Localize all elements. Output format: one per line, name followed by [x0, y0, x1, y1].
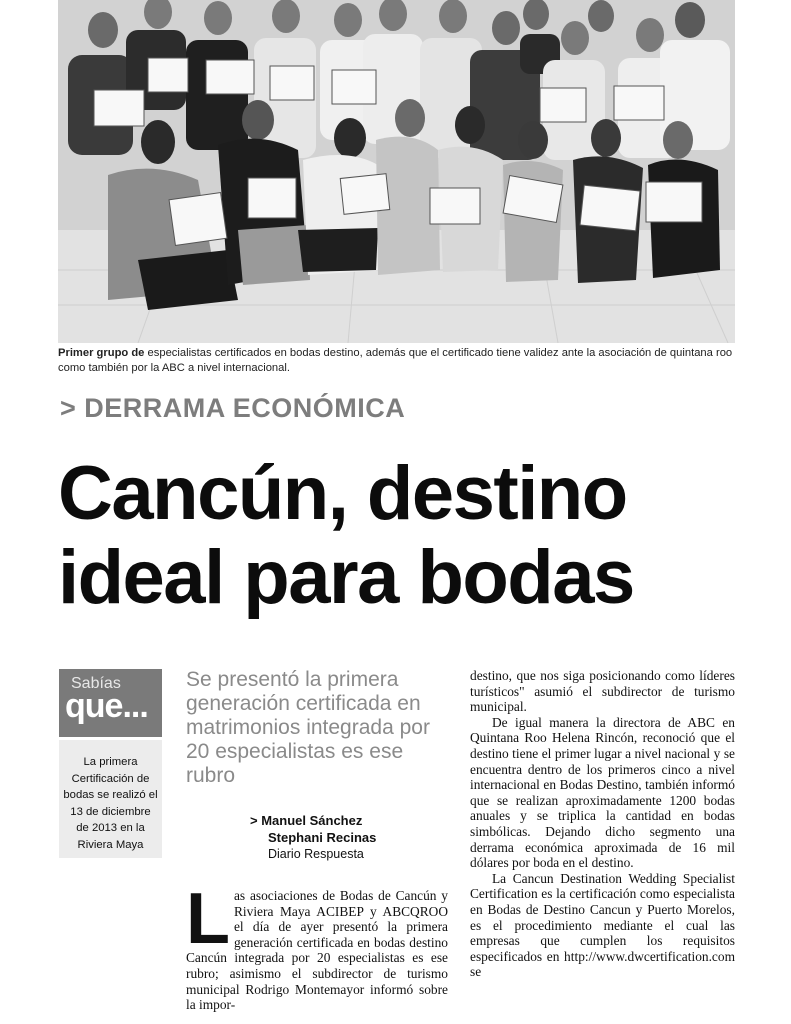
author-1: > Manuel Sánchez [250, 813, 363, 828]
body-paragraph: destino, que nos siga posicionando como líderes turísticos" asumió el subdirector de turismo municipal. [470, 668, 735, 715]
headline-line-2: ideal para bodas [58, 535, 634, 620]
body-paragraph: as asociaciones de Bodas de Cancún y Riviera Maya ACIBEP y ABCQROO el día de ayer presentó la primera generación certificada en bodas destino Cancún integrada por 20 especialistas es ese rubro; asimismo el subdirector de turismo municipal Rodrigo Montemayor informó sobre la impor- [186, 888, 448, 1013]
photo-caption [58, 346, 738, 376]
body-column-2 [470, 668, 735, 980]
article-deck: Se presentó la primera generación certificada en matrimonios integrada por 20 especialistas es ese rubro [186, 668, 430, 787]
author-2: Stephani Recinas [268, 830, 377, 845]
caption-text: especialistas certificados en bodas destino, además que el certificado tiene validez ante la asociación de quintana roo como también por la ABC a nivel internacional. [58, 347, 733, 374]
group-photo [58, 0, 735, 343]
body-paragraph: La Cancun Destination Wedding Specialist Certification es la certificación como especialista en Bodas de Destino Cancun y Puerto Morelos, es el procedimiento mediante el cual las empresas que cumplen los requisitos especificados en http://www.dwcertification.com se [470, 870, 735, 980]
did-you-know-big: que... [65, 687, 148, 725]
drop-cap: L [186, 879, 230, 959]
did-you-know-text: La primera Certificación de bodas se realizó el 13 de diciembre de 2013 en la Riviera Maya [63, 756, 158, 851]
body-column-1 [186, 879, 448, 1013]
headline [58, 452, 758, 620]
did-you-know-small: Sabías [71, 675, 121, 692]
section-kicker: > DERRAMA ECONÓMICA [60, 393, 406, 423]
publication: Diario Respuesta [268, 847, 364, 861]
headline-line-1: Cancún, destino [58, 451, 627, 536]
byline [250, 812, 376, 863]
body-paragraph: De igual manera la directora de ABC en Quintana Roo Helena Rincón, reconoció que el destino tiene el primer lugar a nivel nacional y se encuentra dentro de los primeros cinco a nivel internacional en Bodas Destino, también informó que se realizan aproximadamente 1200 bodas anuales y se triplica la cantidad en bodas simbólicas. Dejando dicho segmento una derrama económica aproximada de 16 mil dólares por boda en el destino. [470, 714, 735, 871]
did-you-know-box [59, 740, 162, 858]
did-you-know-label [59, 669, 162, 737]
caption-bold: Primer grupo de [58, 347, 145, 359]
